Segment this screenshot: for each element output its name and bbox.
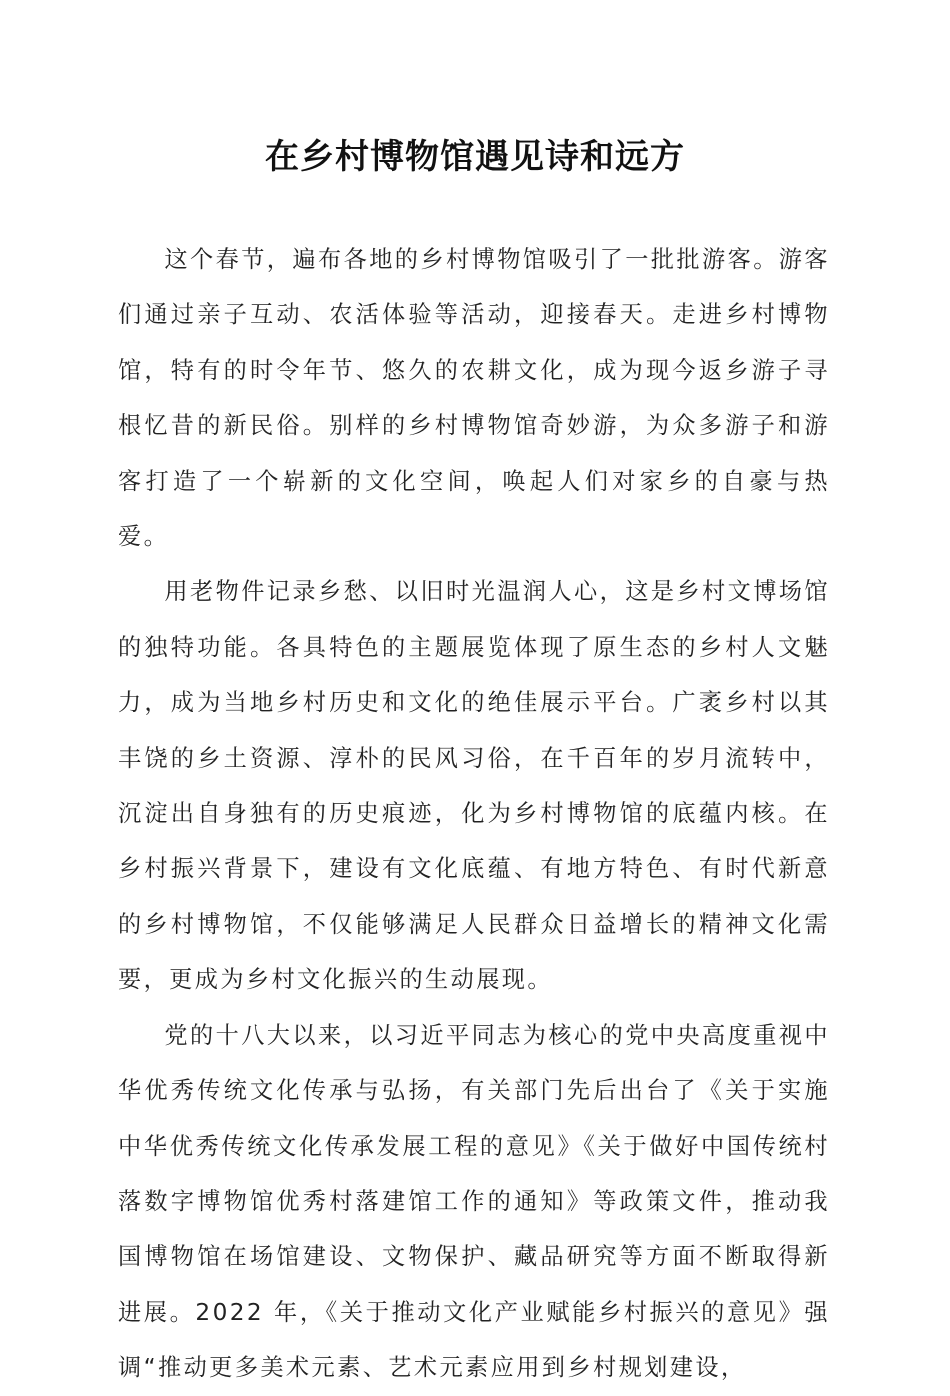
paragraph-1: 这个春节，遍布各地的乡村博物馆吸引了一批批游客。游客们通过亲子互动、农活体验等活动，迎接春天。走进乡村博物馆，特有的时令年节、悠久的农耕文化，成为现今返乡游子寻根忆昔的新民俗。别样的乡村博物馆奇妙游，为众多游子和游客打造了一个崭新的文化空间，唤起人们对家乡的自豪与热爱。	[118, 246, 830, 551]
paragraph-3: 党的十八大以来，以习近平同志为核心的党中央高度重视中华优秀传统文化传承与弘扬，有关部门先后出台了《关于实施中华优秀传统文化传承发展工程的意见》《关于做好中国传统村落数字博物馆优秀村落建馆工作的通知》等政策文件，推动我国博物馆在场馆建设、文物保护、藏品研究等方面不断取得新进展。2022 年，《关于推动文化产业赋能乡村振兴的意见》强调“推动更多美术元素、艺术元素应用到乡村规划建设，	[118, 1021, 830, 1382]
document-body	[118, 232, 830, 1396]
paragraph-2: 用老物件记录乡愁、以旧时光温润人心，这是乡村文博场馆的独特功能。各具特色的主题展览体现了原生态的乡村人文魅力，成为当地乡村历史和文化的绝佳展示平台。广袤乡村以其丰饶的乡土资源、淳朴的民风习俗，在千百年的岁月流转中，沉淀出自身独有的历史痕迹，化为乡村博物馆的底蕴内核。在乡村振兴背景下，建设有文化底蕴、有地方特色、有时代新意的乡村博物馆，不仅能够满足人民群众日益增长的精神文化需要，更成为乡村文化振兴的生动展现。	[118, 578, 830, 994]
document-title: 在乡村博物馆遇见诗和远方	[265, 137, 685, 177]
